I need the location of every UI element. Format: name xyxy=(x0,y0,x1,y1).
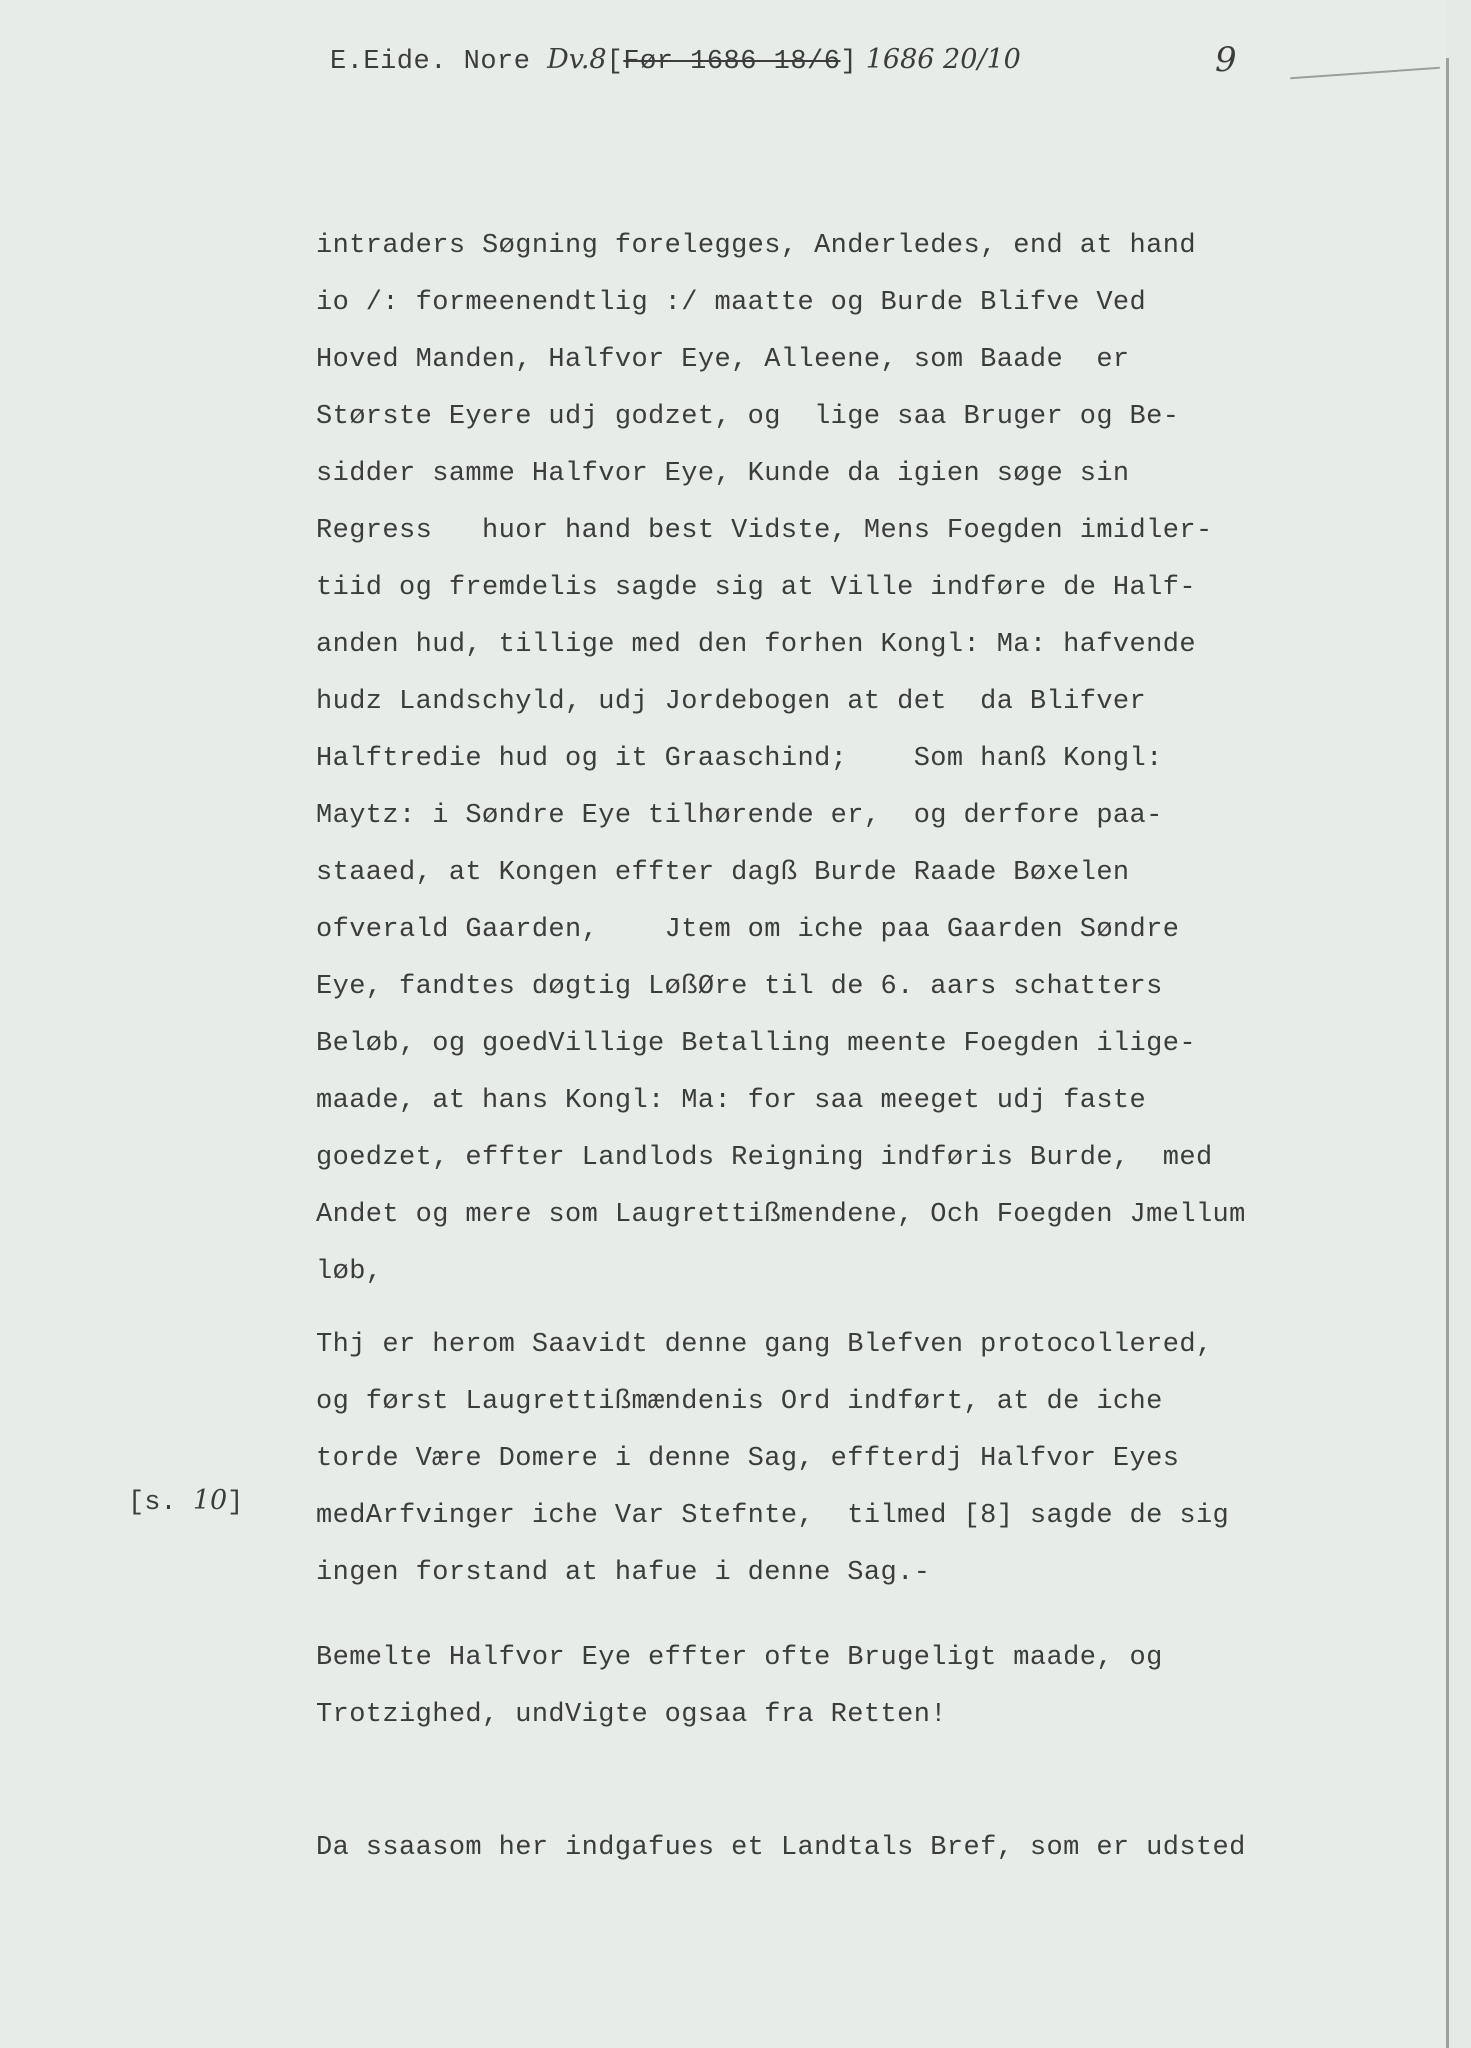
paragraph-gap xyxy=(316,1301,1316,1317)
text-line: io /: formeenendtlig :/ maatte og Burde Blifve Ved xyxy=(316,288,1147,318)
paragraph-gap xyxy=(316,1602,1316,1630)
text-line: Thj er herom Saavidt denne gang Blefven protocollered, xyxy=(316,1330,1213,1360)
text-line: medArfvinger iche Var Stefnte, tilmed [8] sagde de sig xyxy=(316,1501,1230,1531)
margin-num: 10 xyxy=(192,1485,228,1516)
page-number: 9 xyxy=(1215,40,1237,80)
edge-mark xyxy=(1290,67,1440,79)
header-bracket-close: ] xyxy=(840,47,858,77)
text-line: sidder samme Halfvor Eye, Kunde da igien søge sin xyxy=(316,459,1130,489)
text-line: staaed, at Kongen effter dagß Burde Raade Bøxelen xyxy=(316,858,1130,888)
text-line: Da ssaasom her indgafues et Landtals Bref, som er udsted xyxy=(316,1833,1246,1863)
text-line: Hoved Manden, Halfvor Eye, Alleene, som Baade er xyxy=(316,345,1130,375)
text-line: Trotzighed, undVigte ogsaa fra Retten! xyxy=(316,1700,947,1730)
header-hand-ref: Dv.8 xyxy=(547,44,607,75)
text-line: goedzet, effter Landlods Reigning indføris Burde, med xyxy=(316,1143,1213,1173)
margin-close: ] xyxy=(227,1488,244,1518)
text-line: anden hud, tillige med den forhen Kongl: Ma: hafvende xyxy=(316,630,1196,660)
text-line: Beløb, og goedVillige Betalling meente Foegden ilige- xyxy=(316,1029,1196,1059)
text-line: løb, xyxy=(316,1257,383,1287)
text-line: intraders Søgning forelegges, Anderledes, end at hand xyxy=(316,231,1196,261)
header-bracket-open: [ xyxy=(606,47,624,77)
text-line: hudz Landschyld, udj Jordebogen at det da Blifver xyxy=(316,687,1147,717)
text-line: Maytz: i Søndre Eye tilhørende er, og derfore paa- xyxy=(316,801,1163,831)
text-line: maade, at hans Kongl: Ma: for saa meeget udj faste xyxy=(316,1086,1147,1116)
page-edge xyxy=(1446,58,1449,2048)
text-line: og først Laugrettißmændenis Ord indført, at de iche xyxy=(316,1387,1163,1417)
header-hand-date: 1686 20/10 xyxy=(857,44,1021,75)
margin-open: [s. xyxy=(128,1488,193,1518)
margin-page-ref xyxy=(128,1485,243,1518)
paragraph-gap xyxy=(316,1744,1316,1820)
text-line: Halftredie hud og it Graaschind; Som hanß Kongl: xyxy=(316,744,1163,774)
text-line: Eye, fandtes døgtig LøßØre til de 6. aars schatters xyxy=(316,972,1163,1002)
body-text xyxy=(316,218,1316,1877)
text-line: ofverald Gaarden, Jtem om iche paa Gaarden Søndre xyxy=(316,915,1180,945)
text-line: Andet og mere som Laugrettißmendene, Och Foegden Jmellum xyxy=(316,1200,1246,1230)
text-line: Regress huor hand best Vidste, Mens Foegden imidler- xyxy=(316,516,1213,546)
text-line: tiid og fremdelis sagde sig at Ville indføre de Half- xyxy=(316,573,1196,603)
header-typed: E.Eide. Nore xyxy=(330,47,548,77)
header-struck-text: Før 1686 18/6 xyxy=(623,47,841,77)
page-header xyxy=(330,44,1310,84)
text-line: Største Eyere udj godzet, og lige saa Bruger og Be- xyxy=(316,402,1180,432)
text-line: torde Være Domere i denne Sag, effterdj Halfvor Eyes xyxy=(316,1444,1180,1474)
text-line: ingen forstand at hafue i denne Sag.- xyxy=(316,1558,931,1588)
text-line: Bemelte Halfvor Eye effter ofte Brugeligt maade, og xyxy=(316,1643,1163,1673)
